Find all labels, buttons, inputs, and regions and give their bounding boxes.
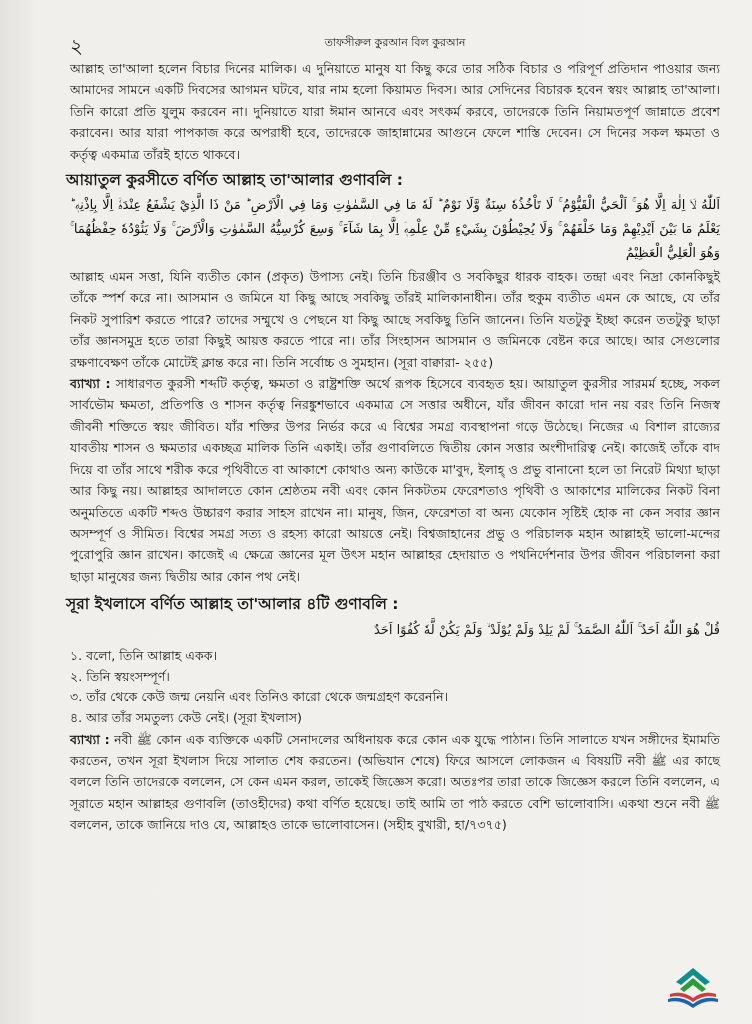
list-item: ২. তিনি স্বয়ংসম্পূর্ণ। [70, 668, 170, 684]
page-number: ২ [70, 34, 84, 58]
list-item: ৪. আর তাঁর সমতুল্য কেউ নেই। (সূরা ইখলাস) [70, 709, 302, 725]
section-heading-ayatul-kursi: আয়াতুল কুরসীতে বর্ণিত আল্লাহ তা'আলার গুণাবলি : [66, 171, 403, 190]
arabic-verse-ayatul-kursi: اَللّٰهُ لَاۤ اِلٰهَ اِلَّا هُوَ ۚ اَلْحَيُّ الْقَيُّوْمُ ۚ لَا تَاْخُذُهٗ سِنَةٌ وَّلَا نَوْمٌ ؕ لَهٗ مَا فِي السَّمٰوٰتِ وَمَا فِي الْاَرْضِ ؕ مَنْ ذَا الَّذِيْ يَشْفَعُ عِنْدَهٗۤ اِلَّا بِاِذْنِهٖ ؕ يَعْلَمُ مَا بَيْنَ اَيْدِيْهِمْ وَمَا خَلْفَهُمْ ۚ وَلَا يُحِيْطُوْنَ بِشَيْءٍ مِّنْ عِلْمِهٖۤ اِلَّا بِمَا شَآءَ ۚ وَسِعَ كُرْسِيُّهُ السَّمٰوٰتِ وَالْاَرْضَ ۚ وَلَا يَئُوْدُهٗ حِفْظُهُمَا ۚ وَهُوَ الْعَلِيُّ الْعَظِيْمُ [70, 198, 720, 262]
section-heading-surah-ikhlas: সূরা ইখলাসে বর্ণিত আল্লাহ তা'আলার ৪টি গুণাবলি : [66, 595, 399, 614]
translation-ayatul-kursi: আল্লাহ এমন সত্তা, যিনি ব্যতীত কোন (প্রকৃত) উপাস্য নেই। তিনি চিরঞ্জীব ও সবকিছুর ধারক বাহক। তন্দ্রা এবং নিদ্রা কোনকিছুই তাঁকে স্পর্শ করে না। আসমান ও জমিনে যা কিছু আছে সবকিছু তাঁরই মালিকানাধীন। তাঁর হুকুম ব্যতীত এমন কে আছে, যে তাঁর নিকট সুপারিশ করতে পারে? তাদের সম্মুখে ও পেছনে যা কিছু আছে সবকিছু তিনি জানেন। তিনি যতটুকু ইচ্ছা করেন ততটুকু ছাড়া তাঁর জ্ঞানসমুদ্র হতে তারা কিছুই আয়ত্ত করতে পারে না। তাঁর সিংহাসন আসমান ও জমিনকে বেষ্টন করে আছে। আর সেগুলোর রক্ষণাবেক্ষণ তাঁকে মোটেই ক্লান্ত করে না। তিনি সর্বোচ্চ ও সুমহান। (সূরা বাক্বারা- ২৫৫) [70, 269, 720, 370]
explanation-text: নবী ﷺ কোন এক ব্যক্তিকে একটি সেনাদলের অধিনায়ক করে কোন এক যুদ্ধে পাঠান। তিনি সালাতে যখন সঙ্গীদের ইমামতি করতেন, তখন সূরা ইখলাস দিয়ে সালাত শেষ করতেন। (অভিযান শেষে) ফিরে আসলে লোকজন এ বিষয়টি নবী ﷺ এর কাছে বললে তিনি তাদেরকে বললেন, সে কেন এমন করল, তাকেই জিজ্ঞেস করো। অতঃপর তারা তাকে জিজ্ঞেস করলে তিনি বললেন, এ সূরাতে মহান আল্লাহর গুণাবলি (তাওহীদের) কথা বর্ণিত হয়েছে। তাই আমি তা পাঠ করতে বেশি ভালোবাসি। একথা শুনে নবী ﷺ বললেন, তাকে জানিয়ে দাও যে, আল্লাহও তাকে ভালোবাসেন। (সহীহ বুখারী, হা/৭৩৭৫) [70, 731, 720, 833]
explanation-text: সাধারণত কুরসী শব্দটি কর্তৃত্ব, ক্ষমতা ও রাষ্ট্রশক্তি অর্থে রূপক হিসেবে ব্যবহৃত হয়। আয়াতুল কুরসীর সারমর্ম হচ্ছে, সকল সার্বভৌম ক্ষমতা, প্রতিপত্তি ও শাসন কর্তৃত্ব নিরঙ্কুশভাবে একমাত্র সে সত্তার অধীনে, যাঁর জীবন কারো দান নয় বরং তিনি নিজস্ব জীবনী শক্তিতে স্বয়ং জীবিত। যাঁর শক্তির উপর নির্ভর করে এ বিশ্বের সমগ্র ব্যবস্থাপনা গড়ে উঠেছে। নিজের এ বিশাল রাজ্যের যাবতীয় শাসন ও ক্ষমতার একচ্ছত্র মালিক তিনি একাই। তাঁর গুণাবলিতে দ্বিতীয় কোন সত্তার অংশীদারিত্ব নেই। কাজেই তাঁকে বাদ দিয়ে বা তাঁর সাথে শরীক করে পৃথিবীতে বা আকাশে কোথাও অন্য কাউকে মা'বুদ, ইলাহ্ ও প্রভু বানানো হলে তা নিরেট মিথ্যা ছাড়া আর কিছু নয়। আল্লাহর আদালতে কোন শ্রেষ্ঠতম নবী এবং কোন নিকটতম ফেরেশতাও পৃথিবী ও আকাশের মালিকের নিকট বিনা অনুমতিতে একটি শব্দও উচ্চারণ করার সাহস রাখেন না। মানুষ, জিন, ফেরেশতা বা অন্য যেকোন সৃষ্টিই হোক না কেন সবার জ্ঞান অসম্পূর্ণ ও সীমিত। বিশ্বের সমগ্র সত্য ও রহস্য কারো আয়ত্তে নেই। বিশ্বজাহানের প্রভু ও পরিচালক মহান আল্লাহই ভালো-মন্দের পুরোপুরি জ্ঞান রাখেন। কাজেই এ ক্ষেত্রে জ্ঞানের মূল উৎস মহান আল্লাহর হেদায়াত ও পথনির্দেশনার উপর জীবন পরিচালনা করা ছাড়া মানুষের জন্য দ্বিতীয় আর কোন পথ নেই। [70, 376, 720, 584]
running-title: তাফসীরুল কুরআন বিল কুরআন [324, 36, 466, 49]
list-item: ১. বলো, তিনি আল্লাহ একক। [70, 648, 218, 664]
explanation-surah-ikhlas [70, 729, 720, 836]
arabic-verse-surah-ikhlas: قُلْ هُوَ اللّٰهُ اَحَدٌ ۚ اَللّٰهُ الصَّمَدُ ۚ لَمْ يَلِدْ وَلَمْ يُوْلَدْ ۙ وَلَمْ يَكُنْ لَّهٗ كُفُوًا اَحَدٌ [373, 623, 720, 639]
explanation-label: ব্যাখ্যা : [70, 731, 110, 747]
list-item: ৩. তাঁর থেকে কেউ জন্ম নেয়নি এবং তিনিও কারো থেকে জন্মগ্রহণ করেননি। [70, 689, 449, 705]
publisher-logo-icon [662, 964, 724, 1010]
intro-paragraph: আল্লাহ তা'আলা হলেন বিচার দিনের মালিক। এ দুনিয়াতে মানুষ যা কিছু করে তার সঠিক বিচার ও পরিপূর্ণ প্রতিদান পাওয়ার জন্য আমাদের সামনে একটি দিবসের আগমন ঘটবে, যার নাম হলো কিয়ামত দিবস। আর সেদিনের বিচারক হবেন স্বয়ং আল্লাহ তা'আলা। তিনি কারো প্রতি যুলুম করবেন না। দুনিয়াতে যারা ঈমান আনবে এবং সৎকর্ম করবে, তাদেরকে তিনি নিয়ামতপূর্ণ জান্নাতে প্রবেশ করাবেন। আর যারা পাপকাজ করে অপরাধী হবে, তাদেরকে জাহান্নামের আগুনে ফেলে শাস্তি দেবেন। সে দিনের সকল ক্ষমতা ও কর্তৃত্ব একমাত্র তাঁরই হাতে থাকবে। [70, 61, 720, 162]
explanation-ayatul-kursi [70, 373, 720, 587]
page-header [70, 30, 720, 58]
explanation-label: ব্যাখ্যা : [70, 376, 111, 392]
ikhlas-attributes-list [70, 646, 720, 728]
